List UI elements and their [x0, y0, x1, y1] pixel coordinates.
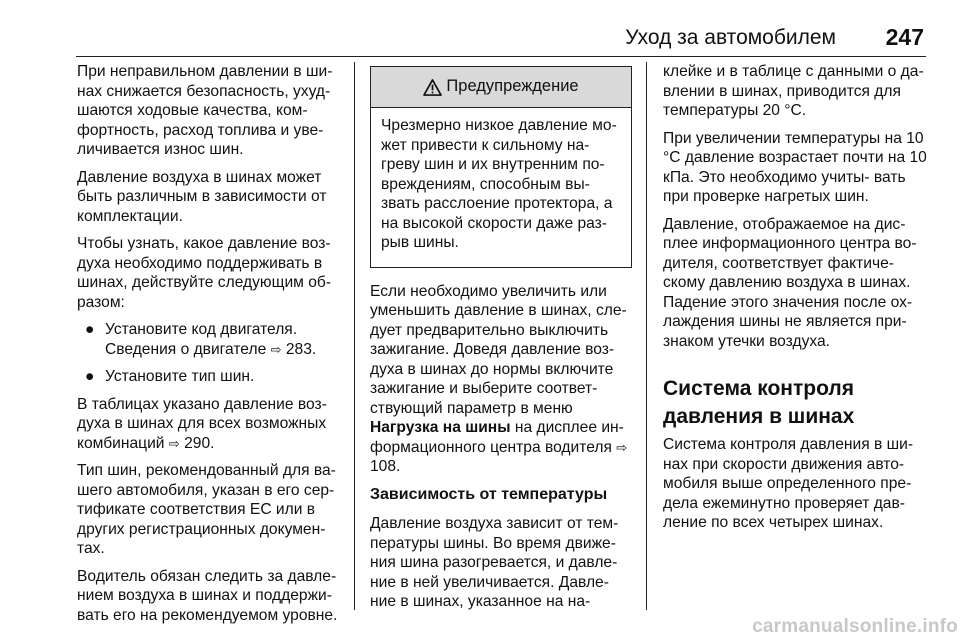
- section-heading-line: Система контроля: [663, 377, 854, 400]
- menu-item-name: Нагрузка на шины: [370, 419, 511, 436]
- paragraph: клейке и в таблице с данными о да- влении в шинах, приводится для температуры 20 °C.: [663, 63, 924, 119]
- page-reference-arrow-icon: ⇨: [616, 439, 628, 455]
- page-header: [76, 24, 926, 54]
- page-reference-link[interactable]: 283.: [285, 340, 317, 358]
- list-item: [77, 367, 343, 387]
- list-item-text: Установите код двигателя. Сведения о двигателе: [105, 321, 298, 358]
- paragraph: Тип шин, рекомендованный для ва- шего автомобиля, указан в его сер- тификате соответствия ЕС или в других регистрационных докумен- тах.: [77, 462, 336, 557]
- paragraph: Давление, отображаемое на дис- плее информационного центра во- дителя, соответствует фактиче- скому давлению воздуха в шинах. Падение этого значения после ох- лаждения шины не является при- знаком утечки воздуха.: [663, 215, 917, 350]
- paragraph-text: Если необходимо увеличить или уменьшить давление в шинах, сле- дует предварительно выключить зажигание. Доведя давление воз- духа в шинах до нормы включите зажигание и выберите соответ- ствующий параметр в меню: [370, 282, 627, 417]
- paragraph: Давление воздуха в шинах может быть различным в зависимости от комплектации.: [77, 168, 327, 225]
- page-reference-arrow-icon: ⇨: [168, 435, 180, 451]
- column-divider: [646, 62, 647, 610]
- column-middle: [370, 62, 632, 620]
- section-subheading: Зависимость от температуры: [370, 485, 608, 503]
- warning-triangle-icon: [423, 79, 442, 96]
- paragraph: [77, 395, 343, 454]
- list-item-text: Установите тип шин.: [105, 368, 255, 385]
- header-title: Уход за автомобилем: [625, 26, 836, 49]
- paragraph: Водитель обязан следить за давле- нием воздуха в шинах и поддержи- вать его на рекомендуемом уровне.: [77, 567, 338, 624]
- header-rule: [76, 56, 926, 57]
- column-left: [77, 62, 343, 633]
- paragraph: При увеличении температуры на 10 °C давление возрастает почти на 10 кПа. Это необходимо учиты- вать при проверке нагретых шин.: [663, 129, 927, 205]
- paragraph: Чтобы узнать, какое давление воз- духа необходимо поддерживать в шинах, действуйте следующим об- разом:: [77, 235, 332, 311]
- watermark: carmanualsonline.info: [752, 616, 958, 637]
- column-divider: [354, 62, 355, 610]
- paragraph: При неправильном давлении в ши- нах снижается безопасность, ухуд- шаются ходовые качества, ком- фортность, расход топлива и уве- личивается износ шин.: [77, 63, 333, 158]
- list-item: [77, 320, 343, 359]
- warning-title: Предупреждение: [446, 77, 579, 96]
- section-heading: [663, 375, 927, 431]
- warning-text: Чрезмерно низкое давление мо- жет привести к сильному на- греву шин и их внутренним по- вреждениям, способным вы- звать расслоение протектора, а на высокой скорости даже раз- рыв шины.: [381, 117, 617, 251]
- paragraph: [370, 282, 632, 477]
- page-number: 247: [885, 24, 924, 50]
- warning-header: [371, 67, 631, 108]
- paragraph: Система контроля давления в ши- нах при скорости движения авто- мобиля выше определенного пре- дела ежеминутно проверяет дав- ление по всех четырех шинах.: [663, 436, 914, 531]
- section-heading-line: давления в шинах: [663, 405, 855, 428]
- bullet-icon: ●: [85, 368, 95, 385]
- paragraph-text: на дисплее ин- формационного центра водителя: [370, 419, 624, 456]
- page-reference-link[interactable]: 108.: [370, 458, 401, 475]
- column-right: [663, 62, 927, 541]
- paragraph: Давление воздуха зависит от тем- пературы шины. Во время движе- ния шина разогревается, и давле- ние в ней увеличивается. Давле- ние в шинах, указанное на на-: [370, 515, 619, 610]
- page-reference-arrow-icon: ⇨: [270, 341, 282, 357]
- paragraph-text: В таблицах указано давление воз- духа в шинах для всех возможных комбинаций: [77, 395, 327, 452]
- bullet-icon: ●: [85, 321, 95, 338]
- page-reference-link[interactable]: 290.: [184, 434, 215, 452]
- bullet-list: [77, 320, 343, 387]
- warning-box: [370, 66, 632, 268]
